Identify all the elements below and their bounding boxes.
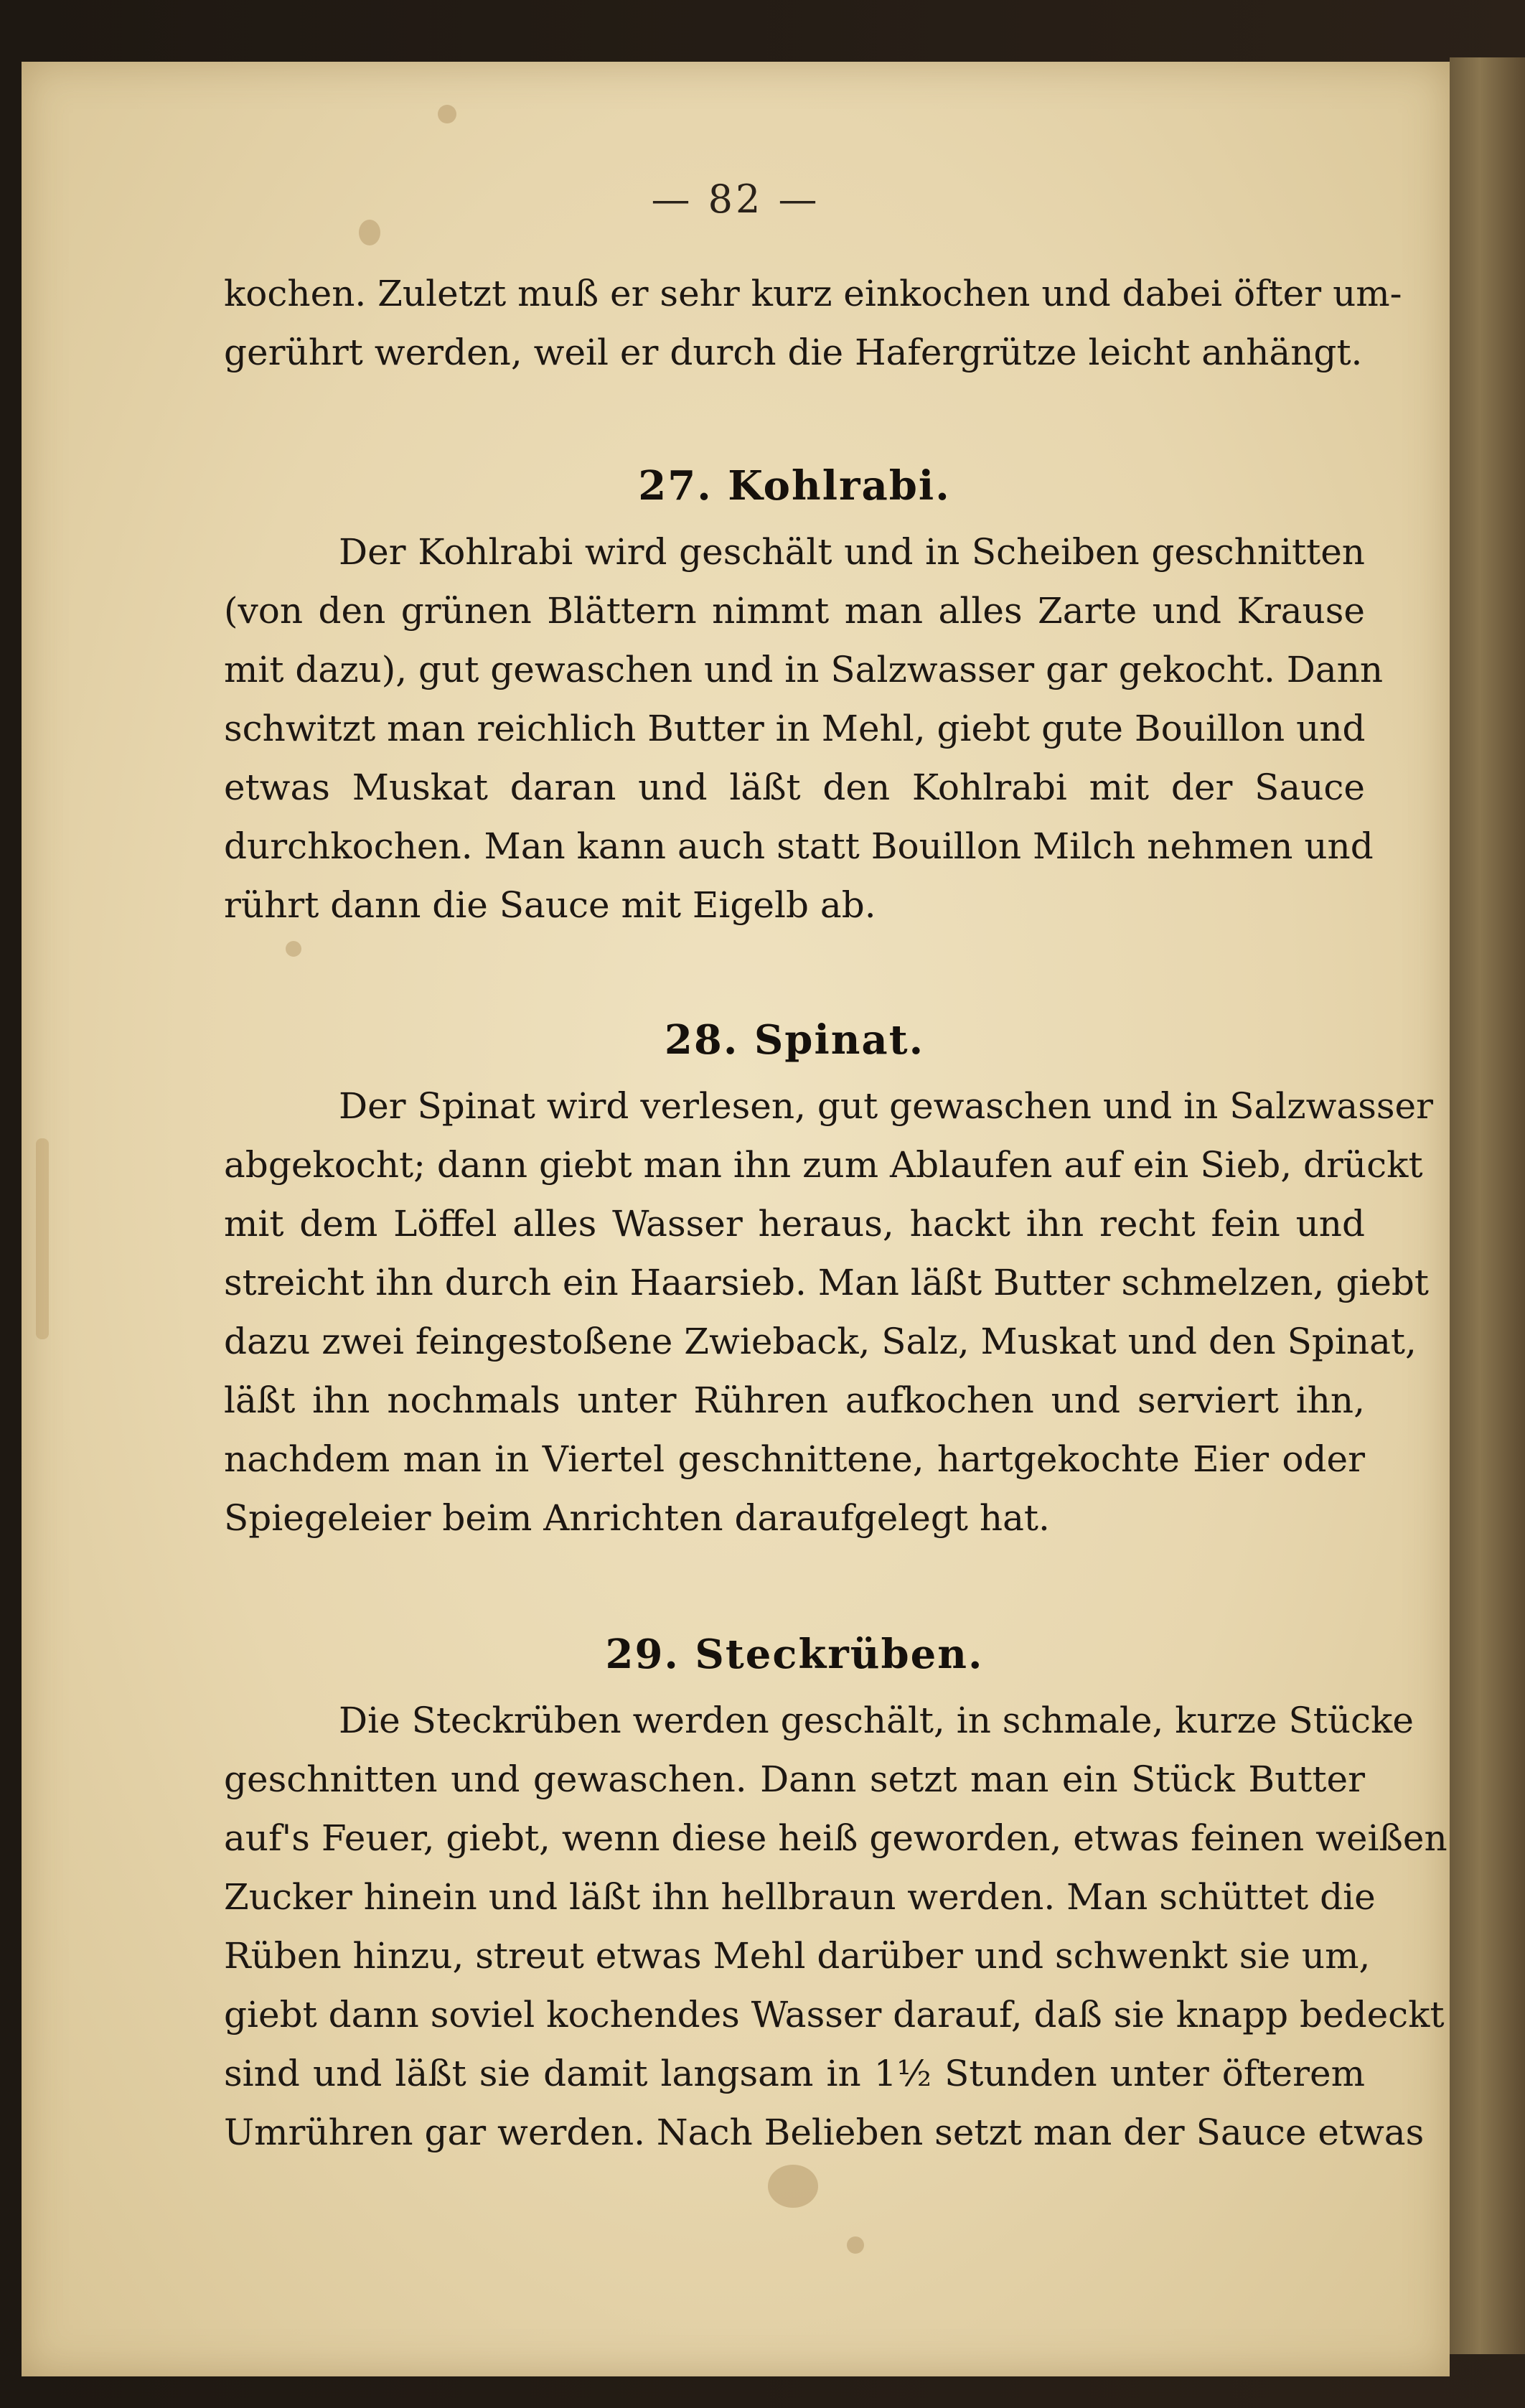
section-heading: 29. Steckrüben. bbox=[605, 1631, 984, 1678]
text-line: auf's Feuer, giebt, wenn diese heiß geworden, etwas feinen weißen bbox=[224, 1817, 1447, 1859]
text-line: Rüben hinzu, streut etwas Mehl darüber und schwenkt sie um, bbox=[224, 1935, 1371, 1977]
text-line: mit dem Löffel alles Wasser heraus, hackt ihn recht fein und bbox=[224, 1203, 1365, 1245]
text-line: Spiegeleier beim Anrichten daraufgelegt hat. bbox=[224, 1497, 1050, 1539]
section-heading: 27. Kohlrabi. bbox=[638, 462, 951, 510]
text-line: geschnitten und gewaschen. Dann setzt man ein Stück Butter bbox=[224, 1758, 1365, 1800]
page-stain bbox=[768, 2165, 818, 2208]
text-line: mit dazu), gut gewaschen und in Salzwasser gar gekocht. Dann bbox=[224, 649, 1384, 690]
text-line: rührt dann die Sauce mit Eigelb ab. bbox=[224, 884, 876, 926]
book-page bbox=[22, 62, 1450, 2376]
section-steckrueben bbox=[224, 1631, 1447, 2162]
text-line: Umrühren gar werden. Nach Belieben setzt man der Sauce etwas bbox=[224, 2112, 1425, 2153]
text-line: läßt ihn nochmals unter Rühren aufkochen und serviert ihn, bbox=[224, 1379, 1365, 1421]
text-line: kochen. Zuletzt muß er sehr kurz einkochen und dabei öfter um- bbox=[224, 273, 1402, 314]
page-stain bbox=[36, 1138, 49, 1339]
text-line: gerührt werden, weil er durch die Hafergrütze leicht anhängt. bbox=[224, 332, 1363, 373]
section-heading: 28. Spinat. bbox=[664, 1016, 925, 1064]
text-line: nachdem man in Viertel geschnittene, hartgekochte Eier oder bbox=[224, 1438, 1365, 1480]
text-line: sind und läßt sie damit langsam in 1½ Stunden unter öfterem bbox=[224, 2053, 1365, 2094]
section-spinat bbox=[224, 1016, 1434, 1547]
page-stain bbox=[359, 220, 380, 245]
text-line: schwitzt man reichlich Butter in Mehl, giebt gute Bouillon und bbox=[224, 708, 1366, 749]
page-stain bbox=[286, 941, 301, 957]
text-line: giebt dann soviel kochendes Wasser darauf, daß sie knapp bedeckt bbox=[224, 1994, 1445, 2035]
text-line: abgekocht; dann giebt man ihn zum Ablaufen auf ein Sieb, drückt bbox=[224, 1144, 1423, 1186]
text-line: dazu zwei feingestoßene Zwieback, Salz, Muskat und den Spinat, bbox=[224, 1321, 1417, 1362]
text-line: Zucker hinein und läßt ihn hellbraun werden. Man schüttet die bbox=[224, 1876, 1376, 1918]
page-stain bbox=[847, 2236, 864, 2254]
text-line: durchkochen. Man kann auch statt Bouillon Milch nehmen und bbox=[224, 825, 1374, 867]
text-line: (von den grünen Blättern nimmt man alles Zarte und Krause bbox=[224, 590, 1365, 632]
text-line: Der Spinat wird verlesen, gut gewaschen und in Salzwasser bbox=[339, 1085, 1434, 1127]
section-kohlrabi bbox=[224, 462, 1384, 934]
book-cover-edge bbox=[1450, 57, 1525, 2354]
text-line: Der Kohlrabi wird geschält und in Scheiben geschnitten bbox=[339, 531, 1365, 573]
intro-paragraph bbox=[224, 264, 1402, 382]
text-line: etwas Muskat daran und läßt den Kohlrabi mit der Sauce bbox=[224, 767, 1365, 808]
text-line: streicht ihn durch ein Haarsieb. Man läßt Butter schmelzen, giebt bbox=[224, 1262, 1430, 1303]
text-line: Die Steckrüben werden geschält, in schmale, kurze Stücke bbox=[339, 1700, 1414, 1741]
page-stain bbox=[438, 105, 456, 123]
page-number: — 82 — bbox=[651, 177, 820, 222]
